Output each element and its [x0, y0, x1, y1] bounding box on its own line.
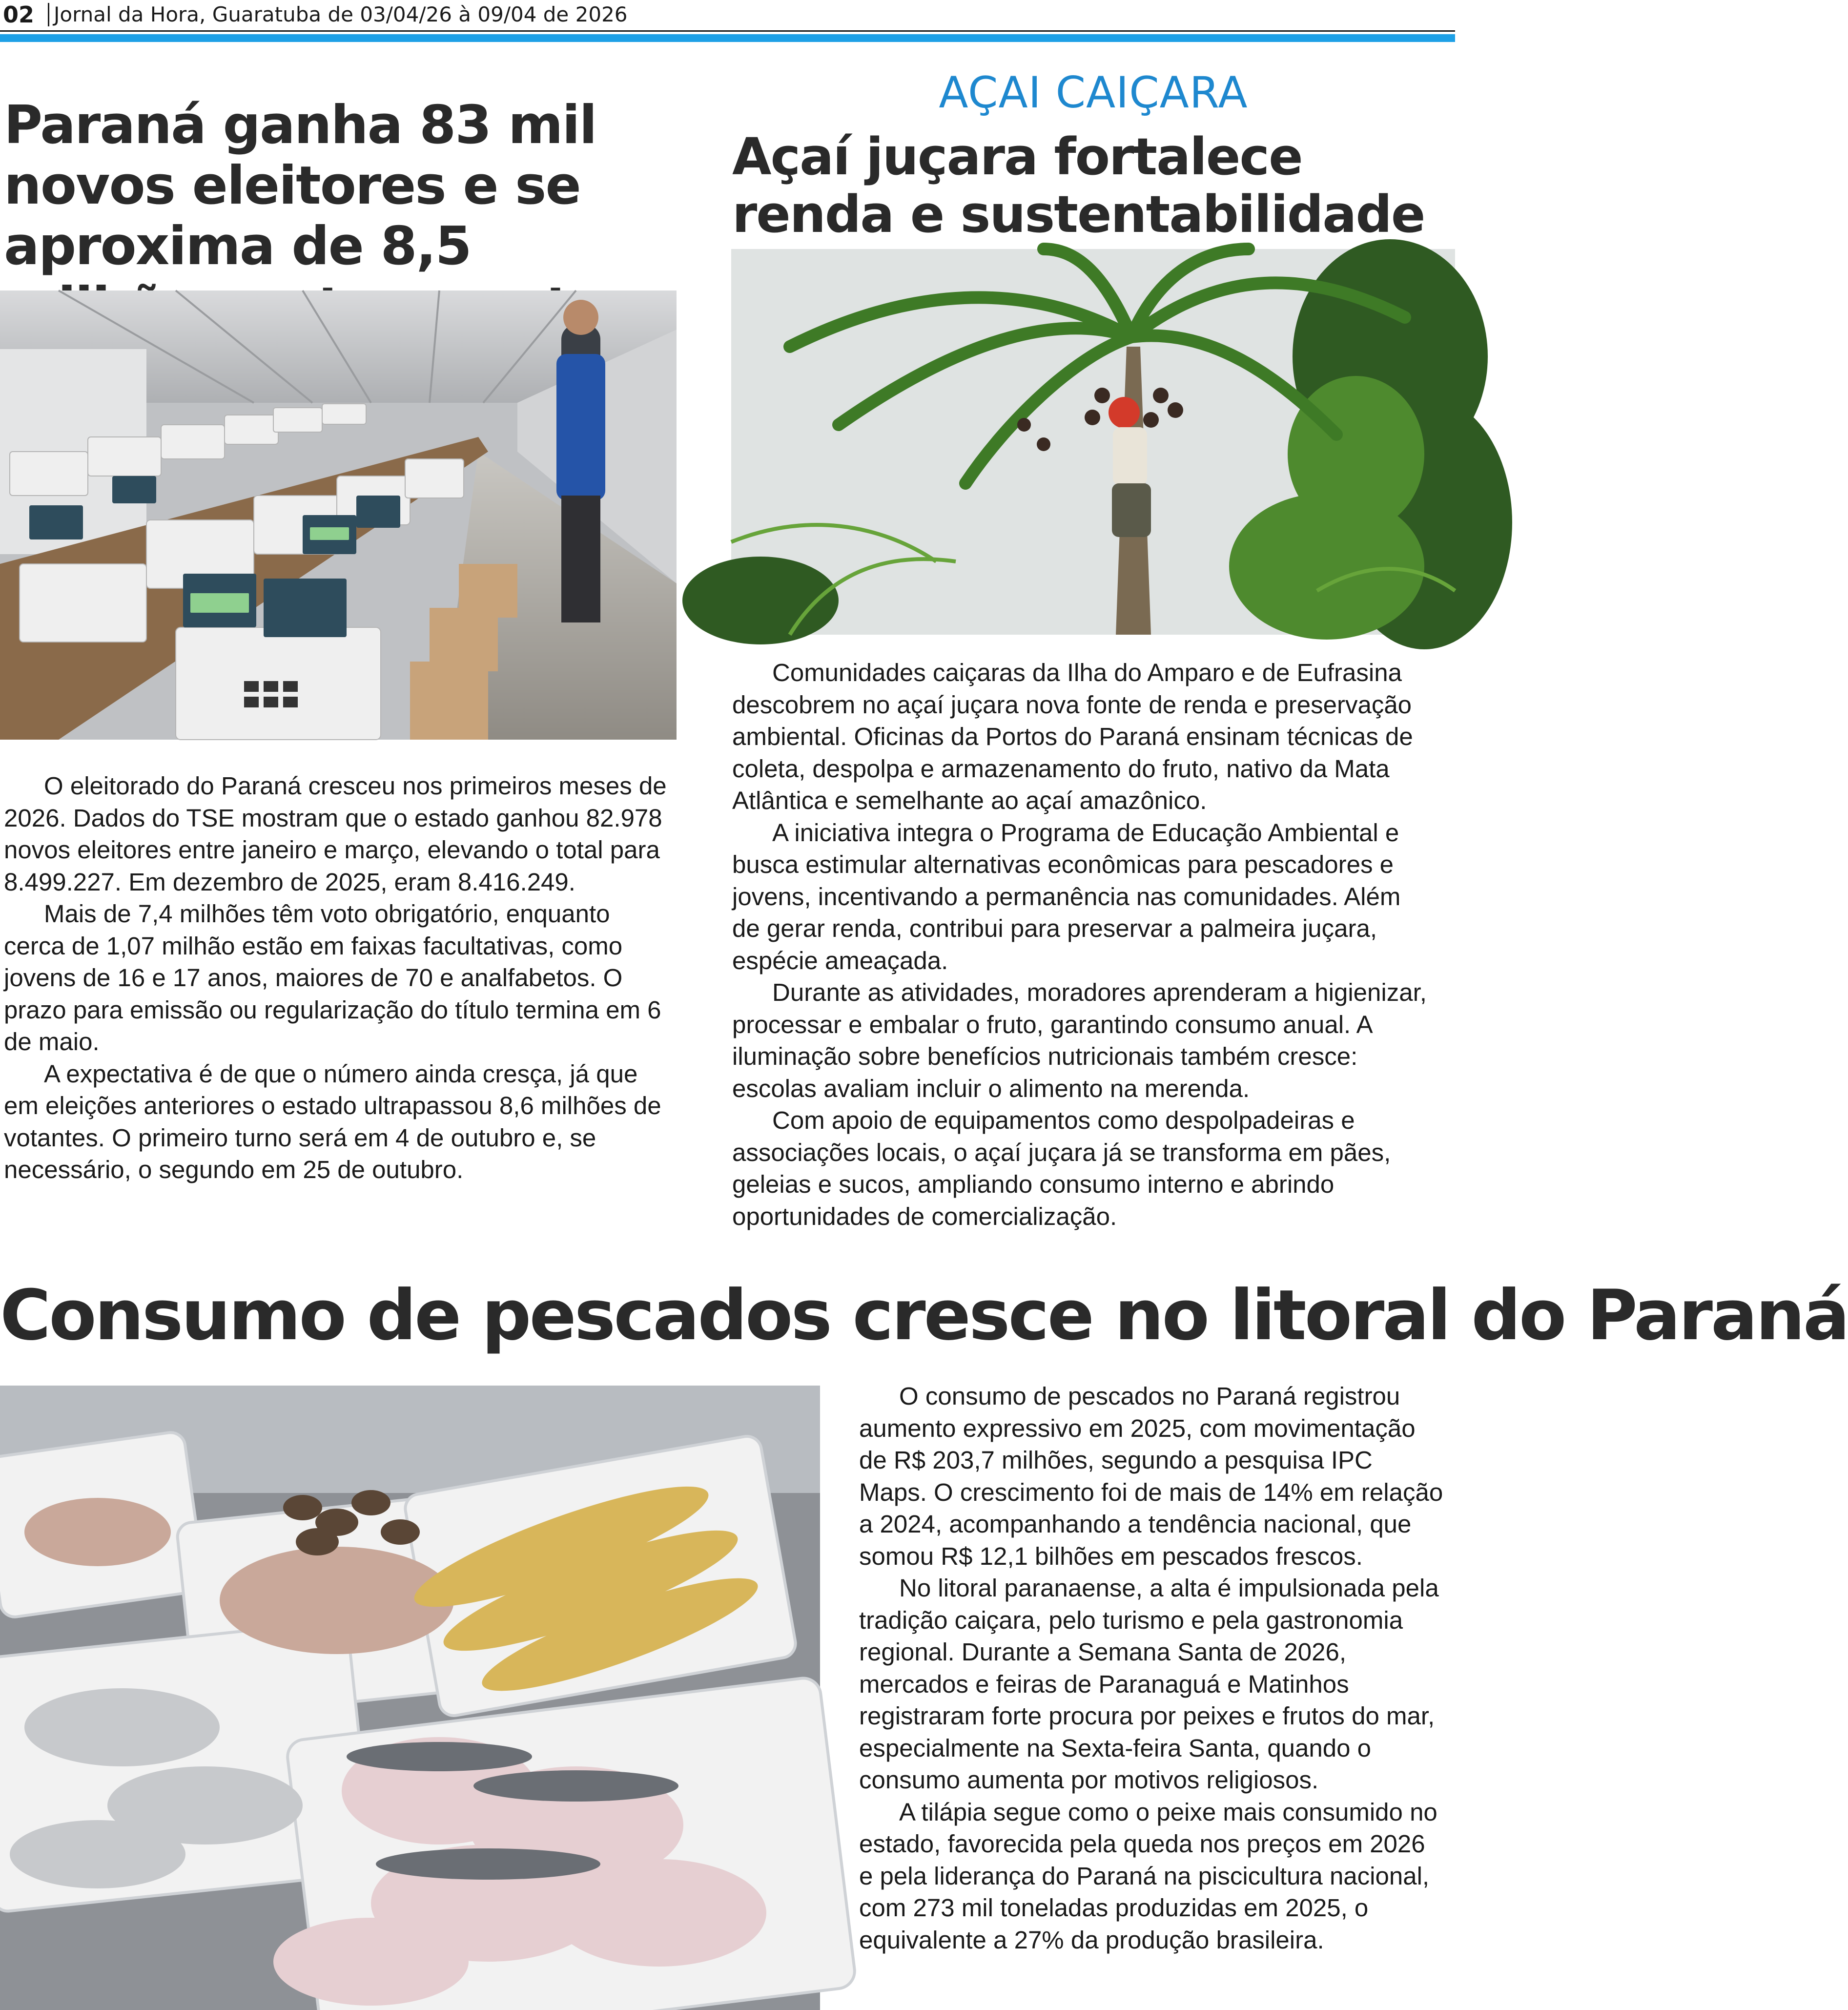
header-accent-rule [0, 34, 1455, 42]
article3-headline: Consumo de pescados cresce no litoral do Paraná [0, 1275, 1848, 1356]
header-rule [0, 30, 1455, 32]
article3-paragraph: O consumo de pescados no Paraná registrou aumento expressivo em 2025, com movimentação de R$ 203,7 milhões, segundo a pesquisa IPC Maps. O crescimento foi de mais de 14% em relação a 2024, acompanhando a tendência nacional, que somou R$ 12,1 bilhões em pescados frescos. [859, 1382, 1443, 1570]
article1-paragraph: O eleitorado do Paraná cresceu nos primeiros meses de 2026. Dados do TSE mostram que o estado ganhou 82.978 novos eleitores entre janeiro e março, elevando o total para 8.499.227. Em dezembro de 2025, eram 8.416.249. [4, 772, 667, 896]
page-header [0, 0, 1455, 44]
article1-paragraph: Mais de 7,4 milhões têm voto obrigatório, enquanto cerca de 1,07 milhão estão em faixas facultativas, como jovens de 16 e 17 anos, maiores de 70 e analfabetos. O prazo para emissão ou regularização do título termina em 6 de maio. [4, 900, 661, 1056]
article2-headline: Açaí juçara fortalece renda e sustentabilidade [732, 127, 1425, 244]
article2-paragraph: Comunidades caiçaras da Ilha do Amparo e de Eufrasina descobrem no açaí juçara nova fonte de renda e preservação ambiental. Oficinas da Portos do Paraná ensinam técnicas de coleta, despolpa e armazenamento do fruto, nativo da Mata Atlântica e semelhante ao açaí amazônico. [732, 659, 1413, 814]
page-number: 02 [3, 1, 35, 28]
article2-paragraph: A iniciativa integra o Programa de Educação Ambiental e busca estimular alternativas econômicas para pescadores e jovens, incentivando a permanência nas comunidades. Além de gerar renda, contribui para preservar a palmeira juçara, espécie ameaçada. [732, 818, 1401, 974]
header-separator [48, 3, 49, 26]
article2-kicker: AÇAI CAIÇARA [939, 67, 1248, 118]
article1-headline: Paraná ganha 83 mil novos eleitores e se aproxima de 8,5 [4, 95, 596, 277]
article2-body [732, 657, 1435, 1232]
article1-body [4, 770, 674, 1186]
article1-photo-voting-machines [0, 290, 677, 740]
article1-paragraph: A expectativa é de que o número ainda cresça, já que em eleições anteriores o estado ultrapassou 8,6 milhões de votantes. O primeiro turno será em 4 de outubro e, se necessário, o segundo em 25 de outubro. [4, 1059, 661, 1183]
article3-photo-fish-display [0, 1386, 820, 2010]
publication-line: Jornal da Hora, Guaratuba de 03/04/26 à 09/04 de 2026 [54, 2, 628, 26]
article2-photo-palm-tree [731, 249, 1455, 635]
article2-paragraph: Com apoio de equipamentos como despolpadeiras e associações locais, o açaí juçara já se transforma em pães, geleias e sucos, ampliando consumo interno e abrindo oportunidades de comercialização. [732, 1106, 1391, 1230]
article2-paragraph: Durante as atividades, moradores aprenderam a higienizar, processar e embalar o fruto, garantindo consumo anual. A iluminação sobre benefícios nutricionais também cresce: escolas avaliam incluir o alimento na merenda. [732, 978, 1427, 1102]
article3-body [859, 1380, 1445, 1956]
article3-paragraph: No litoral paranaense, a alta é impulsionada pela tradição caiçara, pelo turismo e pela gastronomia regional. Durante a Semana Santa de 2026, mercados e feiras de Paranaguá e Matinhos registraram forte procura por peixes e frutos do mar, especialmente na Sexta-feira Santa, quando o consumo aumenta por motivos religiosos. [859, 1574, 1439, 1794]
article3-paragraph: A tilápia segue como o peixe mais consumido no estado, favorecida pela queda nos preços em 2026 e pela liderança do Paraná na piscicultura nacional, com 273 mil toneladas produzidas em 2025, o equivalente a 27% da produção brasileira. [859, 1798, 1437, 1954]
